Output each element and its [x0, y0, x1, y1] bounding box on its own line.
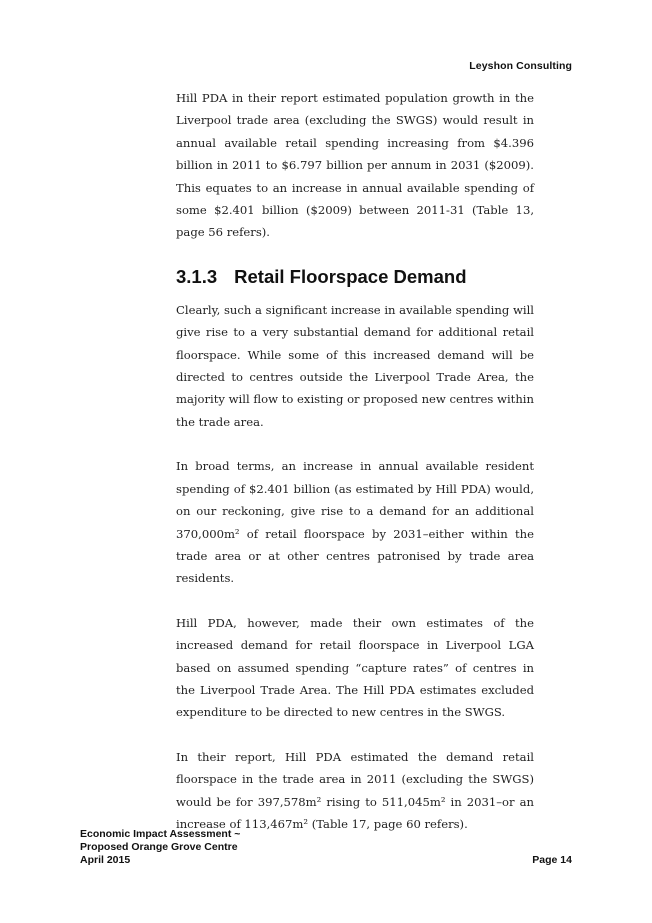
paragraph-3: In broad terms, an increase in annual available resident spending of $2.401 billion (as estimated by Hill PDA) would, on our reckoning, give rise to a demand for an additional 370,000m² of retail floorspace by 2031–either within the trade area or at other centres patronised by trade area residents. — [176, 459, 534, 586]
paragraph-2: Clearly, such a significant increase in available spending will give rise to a very substantial demand for additional retail floorspace. While some of this increased demand will be directed to centres outside the Liverpool Trade Area, the majority will flow to existing or proposed new centres within the trade area. — [176, 302, 535, 429]
footer-line-title: Economic Impact Assessment ~ — [80, 828, 241, 840]
page-body — [176, 87, 534, 835]
footer-line-date: April 2015 — [80, 854, 131, 866]
section-number: 3.1.3 — [176, 265, 218, 287]
section-title: Retail Floorspace Demand — [234, 265, 467, 287]
footer-document-info — [80, 828, 240, 867]
page-number: Page 14 — [532, 854, 572, 866]
footer-line-project: Proposed Orange Grove Centre — [80, 841, 238, 853]
section-heading — [176, 266, 534, 288]
paragraph-4: Hill PDA, however, made their own estimates of the increased demand for retail floorspace in Liverpool LGA based on assumed spending “capture rates” of centres in the Liverpool Trade Area. The Hill PDA estimates excluded expenditure to be directed to new centres in the SWGS. — [176, 615, 534, 720]
paragraph-1: Hill PDA in their report estimated population growth in the Liverpool trade area (excluding the SWGS) would result in annual available retail spending increasing from $4.396 billion in 2011 to $6.797 billion per annum in 2031 ($2009). This equates to an increase in annual available spending of some $2.401 billion ($2009) between 2011-31 (Table 13, page 56 refers). — [176, 91, 534, 240]
paragraph-5: In their report, Hill PDA estimated the demand retail floorspace in the trade area in 2011 (excluding the SWGS) would be for 397,578m² rising to 511,045m² in 2031–or an increase of 113,467m² (Table 17, page 60 refers). — [176, 749, 534, 831]
header-company-name: Leyshon Consulting — [469, 60, 572, 72]
